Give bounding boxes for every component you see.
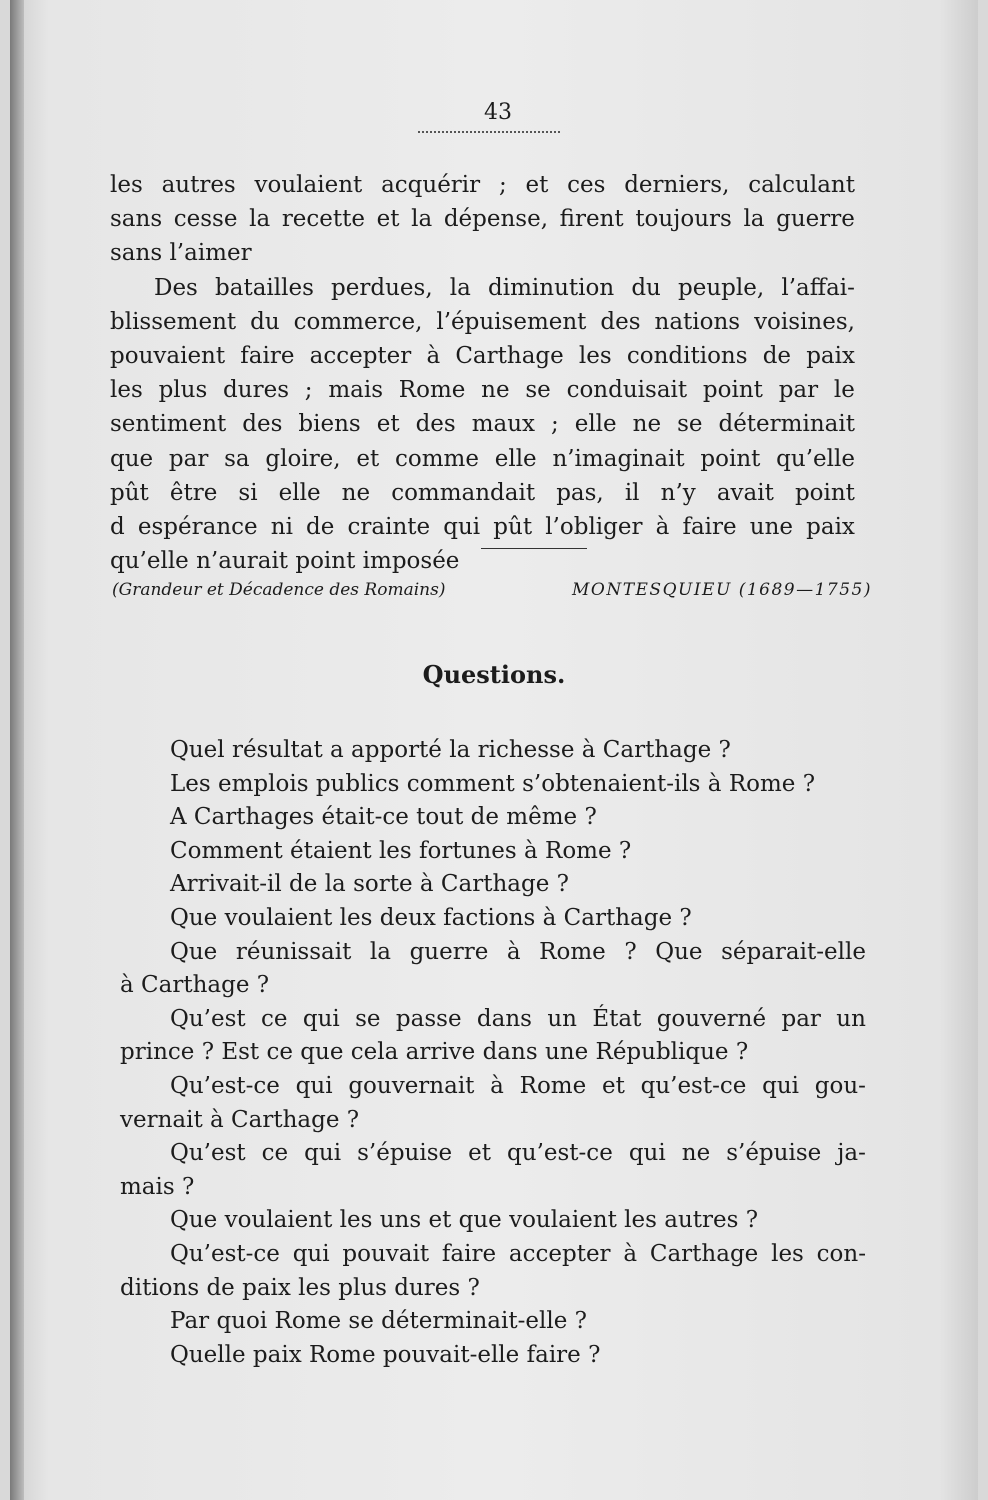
word: elle xyxy=(574,411,617,438)
word: pût xyxy=(110,479,149,506)
word: Carthage xyxy=(649,1240,759,1267)
word: un xyxy=(836,1005,866,1032)
word: et xyxy=(356,445,380,472)
question-line: vernait à Carthage ? xyxy=(120,1106,360,1133)
question-line xyxy=(120,1238,866,1272)
word: commandait xyxy=(391,479,536,506)
word: cesse xyxy=(173,206,238,233)
word: comme xyxy=(395,445,479,472)
word: point xyxy=(700,445,761,472)
word: paix xyxy=(806,343,855,370)
word: se xyxy=(355,1005,381,1032)
word: voulaient xyxy=(254,172,363,198)
word: Rome xyxy=(398,377,466,404)
word: qu’est-ce xyxy=(507,1140,613,1167)
question-line: A Carthages était-ce tout de même ? xyxy=(170,804,597,831)
question-line: Quel résultat a apporté la richesse à Carthage ? xyxy=(170,737,731,763)
word: autres xyxy=(161,172,236,198)
question-line: Comment étaient les fortunes à Rome ? xyxy=(170,837,632,864)
book-page xyxy=(10,0,978,1500)
word: conduisait xyxy=(566,377,688,404)
word: toujours xyxy=(635,206,732,233)
word: qui xyxy=(292,1240,330,1267)
word: ? xyxy=(624,938,637,965)
citation xyxy=(112,580,872,600)
passage-line xyxy=(110,476,855,510)
word: Que xyxy=(170,938,218,965)
word: perdues, xyxy=(331,274,433,301)
word: n’imaginait xyxy=(552,445,685,472)
word: ; xyxy=(304,377,313,404)
word: commerce, xyxy=(293,308,423,335)
passage-line xyxy=(110,442,855,476)
word: faire xyxy=(441,1240,497,1267)
word: et xyxy=(376,411,400,438)
word: il xyxy=(624,479,640,506)
word: ce xyxy=(261,1005,288,1032)
word: ; xyxy=(498,172,507,198)
word: à xyxy=(426,343,441,370)
word: la xyxy=(369,938,391,965)
word: voisines, xyxy=(754,308,855,335)
word: qui xyxy=(628,1140,666,1167)
word: gouvernait xyxy=(348,1072,475,1099)
word: si xyxy=(238,479,258,506)
word: ne xyxy=(481,377,510,404)
word: Qu’est xyxy=(170,1005,246,1032)
word: qui xyxy=(762,1072,800,1099)
word: diminution xyxy=(488,274,615,301)
word: gou- xyxy=(814,1072,866,1099)
word: s’épuise xyxy=(726,1140,822,1167)
word: Qu’est xyxy=(170,1140,246,1167)
word: accepter xyxy=(508,1240,611,1267)
word: elle xyxy=(494,445,537,472)
word: n’y xyxy=(660,479,696,506)
word: Qu’est-ce xyxy=(170,1240,280,1267)
word: les xyxy=(110,377,143,404)
passage-line: sans l’aimer xyxy=(110,240,252,267)
word: ne xyxy=(341,479,371,506)
word: sa xyxy=(224,445,250,472)
word: pas, xyxy=(556,479,604,506)
passage-line xyxy=(110,407,855,441)
word: ce xyxy=(261,1140,289,1167)
question-line: Arrivait-il de la sorte à Carthage ? xyxy=(170,871,569,898)
word: qui xyxy=(304,1140,342,1167)
word: et xyxy=(376,206,400,233)
passage-line xyxy=(110,373,855,407)
question-line: Les emplois publics comment s’obtenaient-ils à Rome ? xyxy=(170,770,816,797)
word: la xyxy=(743,206,765,233)
passage-line xyxy=(110,271,855,305)
word: crainte xyxy=(347,514,431,541)
word: calculant xyxy=(748,172,855,198)
word: pouvaient xyxy=(110,343,226,370)
word: Carthage xyxy=(455,343,564,370)
word: et xyxy=(601,1072,625,1099)
word: guerre xyxy=(409,938,489,965)
citation-source: (Grandeur et Décadence des Romains) xyxy=(112,580,446,600)
question-line: Par quoi Rome se déterminait-elle ? xyxy=(170,1308,587,1335)
word: des xyxy=(600,308,641,335)
word: à xyxy=(506,938,521,965)
header-dotted-rule xyxy=(418,131,560,133)
passage-line-text: qu’elle n’aurait point imposée xyxy=(110,548,460,575)
question-line: prince ? Est ce que cela arrive dans une République ? xyxy=(120,1039,749,1066)
word: de xyxy=(306,514,335,541)
passage-line xyxy=(110,202,855,236)
page-number: 43 xyxy=(484,100,512,125)
question-line: à Carthage ? xyxy=(120,972,270,999)
word: batailles xyxy=(215,274,314,301)
word: par xyxy=(778,377,819,404)
passage-text xyxy=(110,168,855,578)
question-line: Que voulaient les deux factions à Carthage ? xyxy=(170,904,692,931)
word: du xyxy=(631,274,661,301)
word: les xyxy=(578,343,612,370)
word: par xyxy=(168,445,209,472)
word: par xyxy=(781,1005,821,1032)
citation-author: MONTESQUIEU (1689—1755) xyxy=(571,580,872,600)
word: avait xyxy=(716,479,774,506)
word: à xyxy=(655,514,670,541)
word: paix xyxy=(806,514,855,541)
word: Qu’est-ce xyxy=(170,1072,280,1099)
word: biens xyxy=(298,411,361,438)
word: maux xyxy=(471,411,535,438)
word: être xyxy=(169,479,218,506)
word: accepter xyxy=(309,343,412,370)
word: la xyxy=(449,274,471,301)
word: Que xyxy=(655,938,703,965)
word: pût xyxy=(493,514,533,541)
word: déterminait xyxy=(718,411,855,438)
word: d xyxy=(110,514,125,541)
word: dépense, xyxy=(443,206,549,233)
word: des xyxy=(415,411,456,438)
passage-last-line xyxy=(110,544,855,578)
question-line: Que voulaient les uns et que voulaient les autres ? xyxy=(170,1207,759,1234)
word: Des xyxy=(154,274,198,301)
word: blissement xyxy=(110,308,237,335)
word: faire xyxy=(682,514,737,541)
word: du xyxy=(250,308,280,335)
word: une xyxy=(749,514,794,541)
word: Rome xyxy=(519,1072,587,1099)
word: la xyxy=(249,206,271,233)
question-line xyxy=(120,1070,866,1104)
word: mais xyxy=(328,377,383,404)
word: con- xyxy=(816,1240,866,1267)
word: qu’est-ce xyxy=(640,1072,747,1099)
handwritten-mark xyxy=(481,536,587,549)
word: la xyxy=(411,206,433,233)
word: faire xyxy=(240,343,295,370)
word: se xyxy=(677,411,703,438)
word: gloire, xyxy=(265,445,341,472)
word: dans xyxy=(476,1005,532,1032)
question-line xyxy=(120,1003,866,1037)
word: espérance xyxy=(137,514,258,541)
word: qui xyxy=(443,514,481,541)
word: Rome xyxy=(539,938,606,965)
question-line: ditions de paix les plus dures ? xyxy=(120,1274,480,1301)
passage-line xyxy=(110,168,855,202)
question-line xyxy=(120,1137,866,1171)
word: les xyxy=(771,1240,804,1267)
word: ; xyxy=(550,411,559,438)
question-line xyxy=(120,936,866,970)
word: point xyxy=(794,479,855,506)
passage-line xyxy=(110,339,855,373)
word: derniers, xyxy=(624,172,730,198)
word: se xyxy=(525,377,551,404)
word: réunissait xyxy=(235,938,352,965)
word: à xyxy=(490,1072,504,1099)
word: recette xyxy=(281,206,366,233)
word: l’obliger xyxy=(545,514,643,541)
word: sans xyxy=(110,206,163,233)
word: et xyxy=(468,1140,492,1167)
word: point xyxy=(702,377,763,404)
word: qui xyxy=(295,1072,333,1099)
word: le xyxy=(833,377,855,404)
word: qu’elle xyxy=(776,445,855,472)
word: séparait-elle xyxy=(721,938,866,965)
word: gouverné xyxy=(656,1005,767,1032)
word: l’épuisement xyxy=(436,308,587,335)
word: ces xyxy=(567,172,606,198)
questions-heading: Questions. xyxy=(422,660,566,689)
word: un xyxy=(547,1005,577,1032)
word: nations xyxy=(654,308,741,335)
word: passe xyxy=(395,1005,462,1032)
word: ne xyxy=(632,411,662,438)
word: peuple, xyxy=(678,274,765,301)
word: firent xyxy=(559,206,624,233)
word: l’affai- xyxy=(781,274,855,301)
page-binding-edge xyxy=(10,0,24,1500)
word: sentiment xyxy=(110,411,227,438)
question-line: mais ? xyxy=(120,1173,195,1200)
word: à xyxy=(623,1240,638,1267)
word: ne xyxy=(681,1140,711,1167)
passage-line xyxy=(110,305,855,339)
questions-list xyxy=(120,734,866,1372)
word: les xyxy=(110,172,143,198)
word: acquérir xyxy=(381,172,481,198)
word: ni xyxy=(270,514,293,541)
word: État xyxy=(592,1005,642,1032)
word: plus xyxy=(158,377,208,404)
word: de xyxy=(762,343,792,370)
word: elle xyxy=(278,479,321,506)
word: ja- xyxy=(837,1140,866,1167)
word: dures xyxy=(223,377,289,404)
word: que xyxy=(110,445,154,472)
word: s’épuise xyxy=(357,1140,453,1167)
word: guerre xyxy=(776,206,855,233)
word: et xyxy=(525,172,549,198)
word: pouvait xyxy=(342,1240,430,1267)
question-line: Quelle paix Rome pouvait-elle faire ? xyxy=(170,1341,601,1368)
word: qui xyxy=(302,1005,340,1032)
word: des xyxy=(242,411,283,438)
word: conditions xyxy=(626,343,748,370)
